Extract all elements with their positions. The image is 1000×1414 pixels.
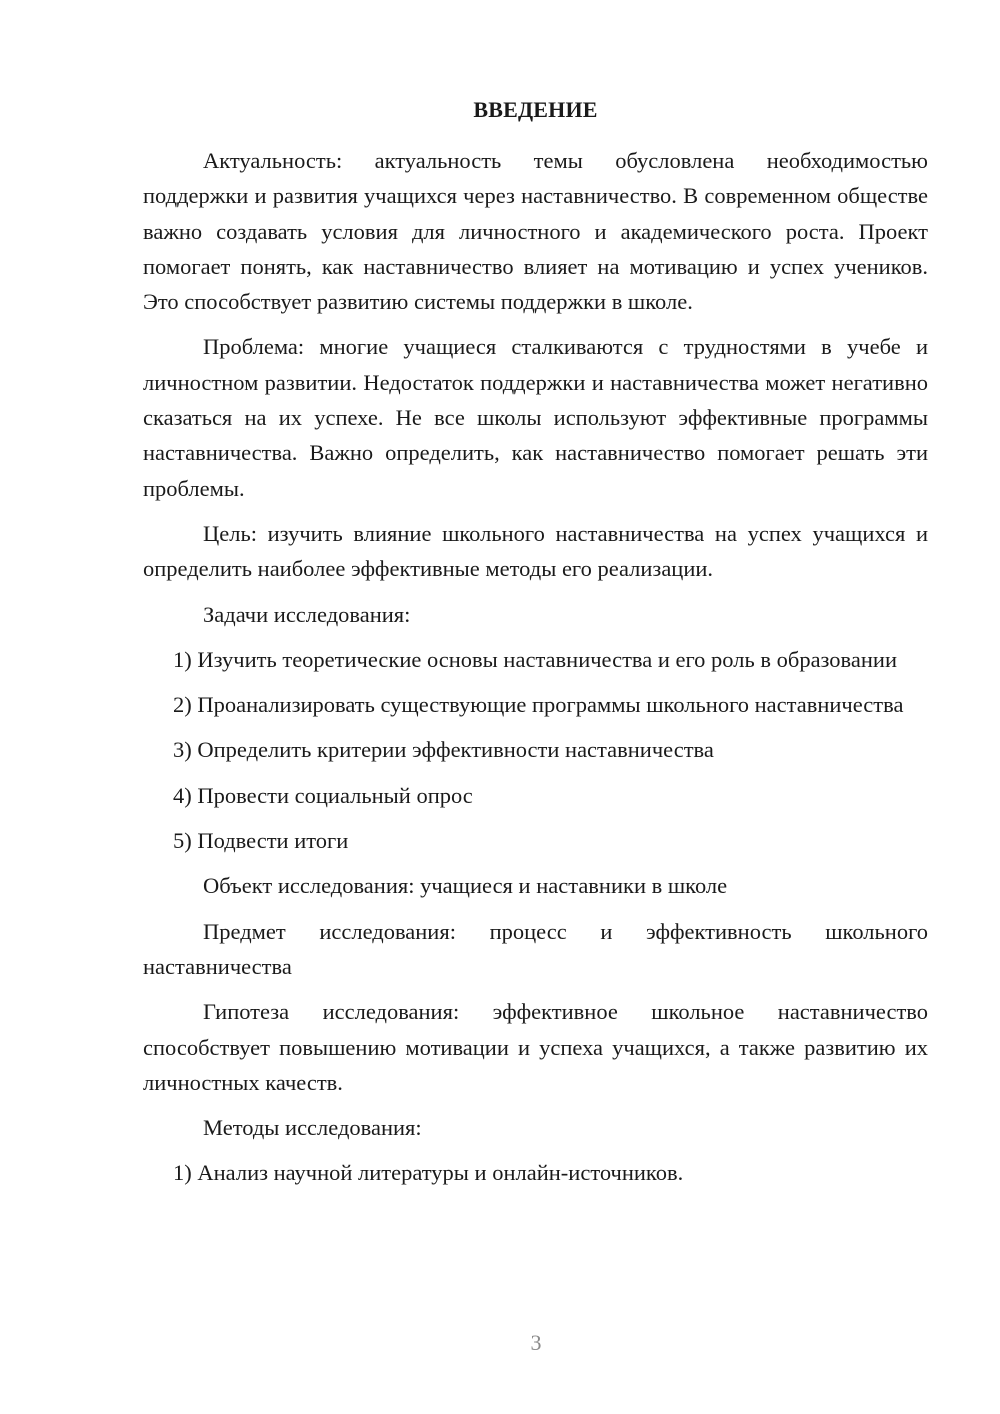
page-number: 3 [530,1330,542,1355]
paragraph-tasks-label: Задачи исследования: [203,601,411,627]
paragraph-goal: Цель: изучить влияние школьного наставничества на успех учащихся и определить наиболее эффективные методы его реализации. [143,520,928,582]
paragraph-methods-label: Методы исследования: [203,1115,422,1141]
task-item: 4) Провести социальный опрос [173,782,473,808]
task-item: 2) Проанализировать существующие программы школьного наставничества [173,692,904,718]
task-item: 5) Подвести итоги [173,828,349,854]
paragraph-subject: Предмет исследования: процесс и эффективность школьного наставничества [143,918,928,979]
paragraph-problem: Проблема: многие учащиеся сталкиваются с трудностями в учебе и личностном развитии. Недостаток поддержки и наставничества может негативно сказаться на их успехе. Не все школы используют эффективные программы наставничества. Важно определить, как наставничество помогает решать эти проблемы. [143,334,928,501]
task-item: 3) Определить критерии эффективности наставничества [173,737,714,763]
task-item: 1) Изучить теоретические основы наставничества и его роль в образовании [173,646,897,672]
method-item: 1) Анализ научной литературы и онлайн-источников. [173,1160,684,1186]
document-page [143,92,928,1201]
paragraph-hypothesis: Гипотеза исследования: эффективное школьное наставничество способствует повышению мотивации и успеха учащихся, а также развитию их личностных качеств. [143,999,928,1095]
page-title: ВВЕДЕНИЕ [473,97,598,122]
paragraph-relevance: Актуальность: актуальность темы обусловлена необходимостью поддержки и развития учащихся через наставничество. В современном обществе важно создавать условия для личностного и академического роста. Проект помогает понять, как наставничество влияет на мотивацию и успех учеников. Это способствует развитию системы поддержки в школе. [143,148,928,315]
paragraph-object: Объект исследования: учащиеся и наставники в школе [203,873,728,899]
